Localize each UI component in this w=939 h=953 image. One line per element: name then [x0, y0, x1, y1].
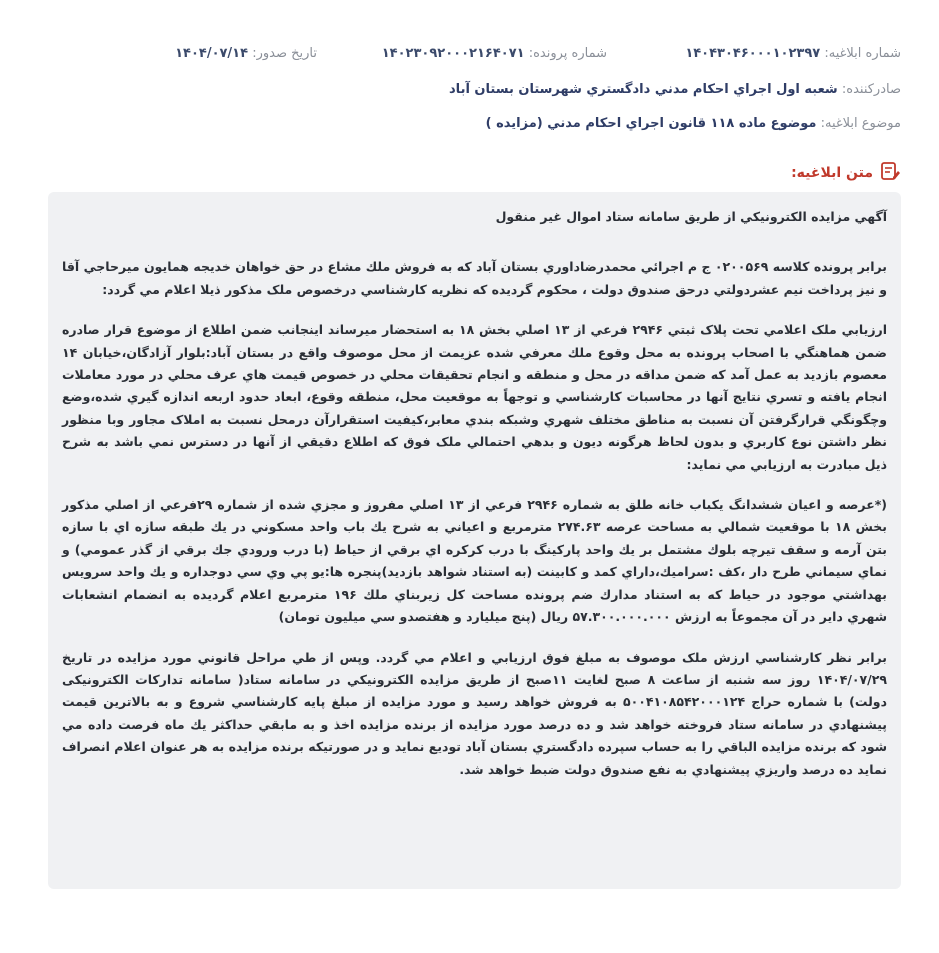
case-number-label: شماره پرونده: — [528, 46, 607, 61]
notice-text-header — [791, 160, 901, 186]
notice-number — [685, 46, 901, 61]
notice-heading: آگهي مزايده الکترونيکي از طريق سامانه ستاد اموال غير منقول — [495, 209, 887, 224]
issue-date-label: تاريخ صدور: — [252, 46, 317, 61]
document-edit-icon — [879, 160, 901, 186]
case-number-value: ۱۴۰۲۳۰۹۲۰۰۰۲۱۶۴۰۷۱ — [381, 46, 525, 61]
notice-text-title: متن ابلاغيه: — [791, 165, 873, 181]
case-number — [382, 46, 607, 61]
notice-paragraph-2: ارزيابي ملک اعلامي تحت پلاک ثبتي ۲۹۴۶ فرعي از ۱۳ اصلي بخش ۱۸ به استحضار ميرساند اينجانب ضمن اطلاع از موضوع قرار صادره ضمن هماهنگي با اصحاب پرونده به محل وقوع ملك معرفي شده عزيمت از محل موصوف واقع در بستان آباد:بلوار آزادگان،خيابان ۱۴ معصوم بازديد به عمل آمد که ضمن مداقه در محل و منطقه و انجام تحقيقات محلي در خصوص قيمت هاي عرف محلي در مورد معاملات انجام يافته و تسري نتايج آنها در محاسبات كارشناسي و توجهاً به موقعيت محل، منطقه وقوع، ابعاد حدود اربعه اندازه گيري شده،وضع وچگونگي قرارگرفتن آن نسبت به مناطق مختلف شهري وشبكه بندي معابر،كيفيت استقرارآن درمحل نسبت به املاک مجاور وبا منظور نظر داشتن نوع كاربري و بدون لحاظ هرگونه ديون و بدهي احتمالي ملک فوق كه اطلاع دقيقي از آنها در دسترس نمي باشد به شرح ذيل مبادرت به ارزيابي مي نمايد: — [62, 322, 887, 472]
notice-paragraph-4: برابر نظر کارشناسي ارزش ملک موصوف به مبلغ فوق ارزيابي و اعلام مي گردد. وپس از طي مراحل قانوني مورد مزايده در تاريخ ۱۴۰۴/۰۷/۲۹ روز سه شنبه از ساعت ۸ صبح لغايت ۱۱صبح از طريق مزايده الکترونيکي در سامانه ستاد( سامانه تدارکات الکترونيکی دولت) با شماره حراج ۵۰۰۴۱۰۸۵۴۲۰۰۰۱۲۴ به فروش خواهد رسيد و مورد مزايده از مبلغ پايه کارشناسي شروع و به بالاترين قيمت پيشنهادي در سامانه ستاد فروخته خواهد شد و ده درصد مورد مزايده از برنده مزايده اخذ و به مابقي حداکثر يك ماه فرصت داده مي شود که برنده مزايده الباقي را به حساب سپرده دادگستري بستان آباد توديع نمايد و در صورتيکه برنده مزايده به هر عنوان اعلام انصراف نمايد ده درصد واريزي پيشنهادي به نفع صندوق دولت ضبط خواهد شد. — [62, 649, 888, 777]
notice-body-box — [48, 192, 901, 889]
issuer-value: شعبه اول اجراي احکام مدني دادگستري شهرستان بستان آباد — [449, 82, 838, 97]
notice-meta-row — [0, 46, 939, 68]
issuer-row — [449, 82, 901, 97]
subject-row — [486, 116, 901, 131]
notice-number-label: شماره ابلاغيه: — [824, 46, 901, 61]
notice-paragraph-3: (*عرصه و اعيان ششدانگ يکباب خانه طلق به شماره ۲۹۴۶ فرعي از ۱۳ اصلي مفروز و مجزي شده از شماره ۲۹فرعي از اصلي مذکور بخش ۱۸ با موقعيت شمالي به مساحت عرصه ۲۷۴.۶۳ مترمربع و اعياني به شرح يك باب واحد مسكوني در يك طبقه سازه اي با سازه بتن آرمه و سقف تيرچه بلوك مشتمل بر يك واحد پاركينگ با درب كركره اي برقي از حياط (با درب ورودي جك برقي از گذر عمومي) و نماي سيماني طرح دار ،كف :سراميك،داراي كمد و كابينت (به استناد شواهد بازديد)پنجره ها:يو پي وي سي دوجداره و يك واحد سرويس بهداشتي موجود در حياط كه به استناد مدارك ضم پرونده مساحت كل زيربناي ملك ۱۹۶ مترمربع اعلام گرديده به انضمام انشعابات شهري داير در آن مجموعاً به ارزش ۵۷.۳۰۰.۰۰۰.۰۰۰ ريال (پنج ميلیارد و هفتصدو سي ميليون تومان) — [62, 497, 888, 625]
issue-date — [175, 46, 317, 61]
issue-date-value: ۱۴۰۴/۰۷/۱۴ — [175, 46, 249, 61]
subject-value: موضوع ماده ۱۱۸ قانون اجراي احکام مدني (مزايده ) — [485, 116, 817, 131]
issuer-label: صادرکننده: — [841, 82, 901, 97]
notice-paragraph-1: برابر پرونده كلاسه ۰۲۰۰۵۶۹ ج م اجرائي محمدرضاداوري بستان آباد كه به فروش ملك مشاع در حق خواهان خديجه همايون ميرحاجي آقا و نيز پرداخت نيم عشردولتي درحق صندوق دولت ، محكوم گرديده كه نظريه كارشناسي درخصوص ملک مذکور ذيلا اعلام مي گردد: — [62, 259, 888, 297]
notice-number-value: ۱۴۰۴۳۰۴۶۰۰۰۱۰۲۳۹۷ — [685, 46, 821, 61]
subject-label: موضوع ابلاغيه: — [820, 116, 901, 131]
